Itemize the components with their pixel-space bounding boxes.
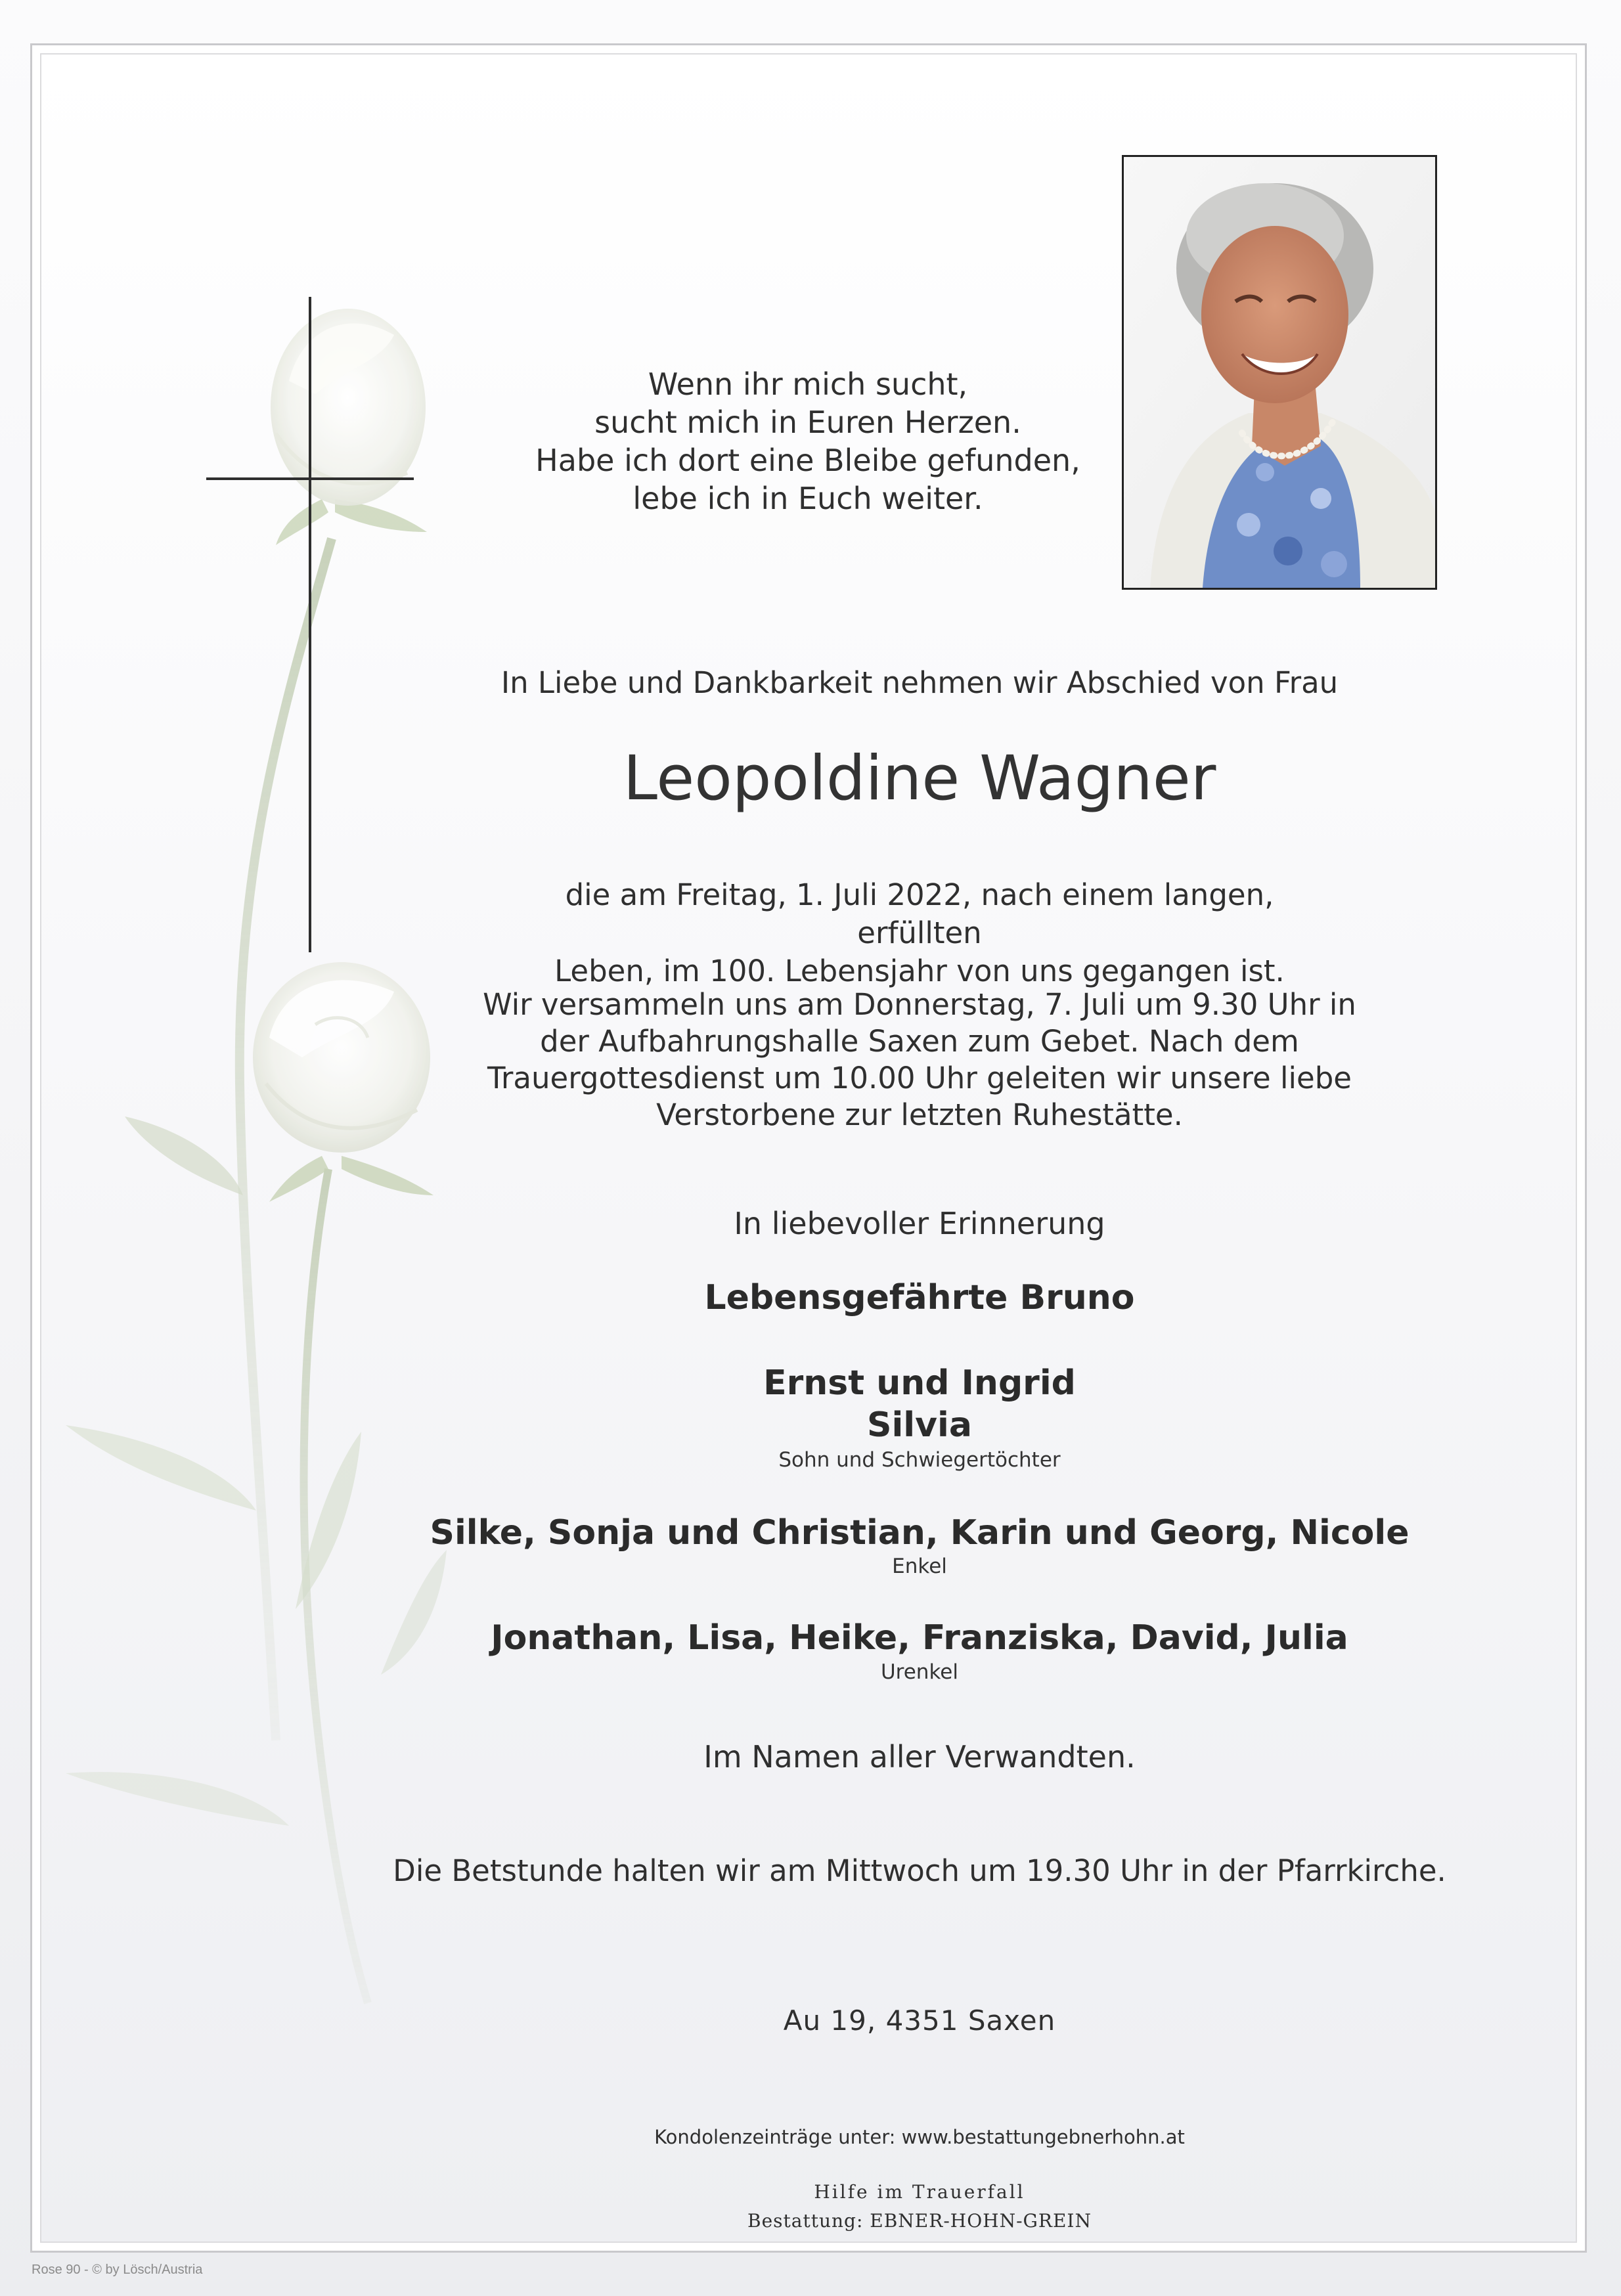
poem-line: Wenn ihr mich sucht, [648,366,968,402]
prayer-notice: Die Betstunde halten wir am Mittwoch um 19.30 Uhr in der Pfarrkirche. [393,1853,1446,1888]
poem-line: Habe ich dort eine Bleibe gefunden, [535,443,1080,478]
grandchildren-names: Silke, Sonja und Christian, Karin und Georg, Nicole [430,1513,1410,1553]
cross-vertical-bar [309,297,311,952]
deceased-name: Leopoldine Wagner [623,743,1216,814]
undertaker-name: Bestattung: EBNER-HOHN-GREIN [747,2210,1092,2232]
white-rose-decoration [39,263,499,2036]
service-line: Verstorbene zur letzten Ruhestätte. [656,1097,1183,1132]
help-tagline: Hilfe im Trauerfall [814,2181,1025,2203]
poem-line: sucht mich in Euren Herzen. [594,405,1021,440]
service-line: Trauergottesdienst um 10.00 Uhr geleiten wir unsere liebe [487,1061,1352,1095]
great-grandchildren-relation: Urenkel [880,1660,958,1684]
condolence-link[interactable]: Kondolenzeinträge unter: www.bestattungebnerhohn.at [654,2126,1185,2148]
service-line: der Aufbahrungshalle Saxen zum Gebet. Nach dem [540,1024,1299,1059]
relatives-closing: Im Namen aller Verwandten. [703,1739,1136,1775]
poem-line: lebe ich in Euch weiter. [633,481,983,516]
address: Au 19, 4351 Saxen [783,2004,1056,2037]
copyright-credit: Rose 90 - © by Lösch/Austria [32,2263,203,2277]
partner-name: Lebensgefährte Bruno [704,1278,1135,1317]
poem [512,365,1103,518]
grandchildren-relation: Enkel [892,1555,947,1578]
service-notice [460,986,1379,1134]
children-names-line1: Ernst und Ingrid [763,1363,1076,1403]
service-line: Wir versammeln uns am Donnerstag, 7. Juli um 9.30 Uhr in [483,987,1356,1022]
farewell-intro: In Liebe und Dankbarkeit nehmen wir Abschied von Frau [500,665,1339,700]
death-line: Leben, im 100. Lebensjahr von uns gegangen ist. [554,954,1285,988]
cross-horizontal-bar [206,477,414,480]
death-line: die am Freitag, 1. Juli 2022, nach einem langen, erfüllten [565,877,1274,950]
portrait-photo [1122,155,1437,590]
memory-heading: In liebevoller Erinnerung [734,1206,1105,1241]
death-notice [499,876,1340,990]
children-relation: Sohn und Schwiegertöchter [778,1448,1061,1472]
great-grandchildren-names: Jonathan, Lisa, Heike, Franziska, David, Julia [491,1618,1348,1658]
children-names-line2: Silvia [867,1405,972,1445]
